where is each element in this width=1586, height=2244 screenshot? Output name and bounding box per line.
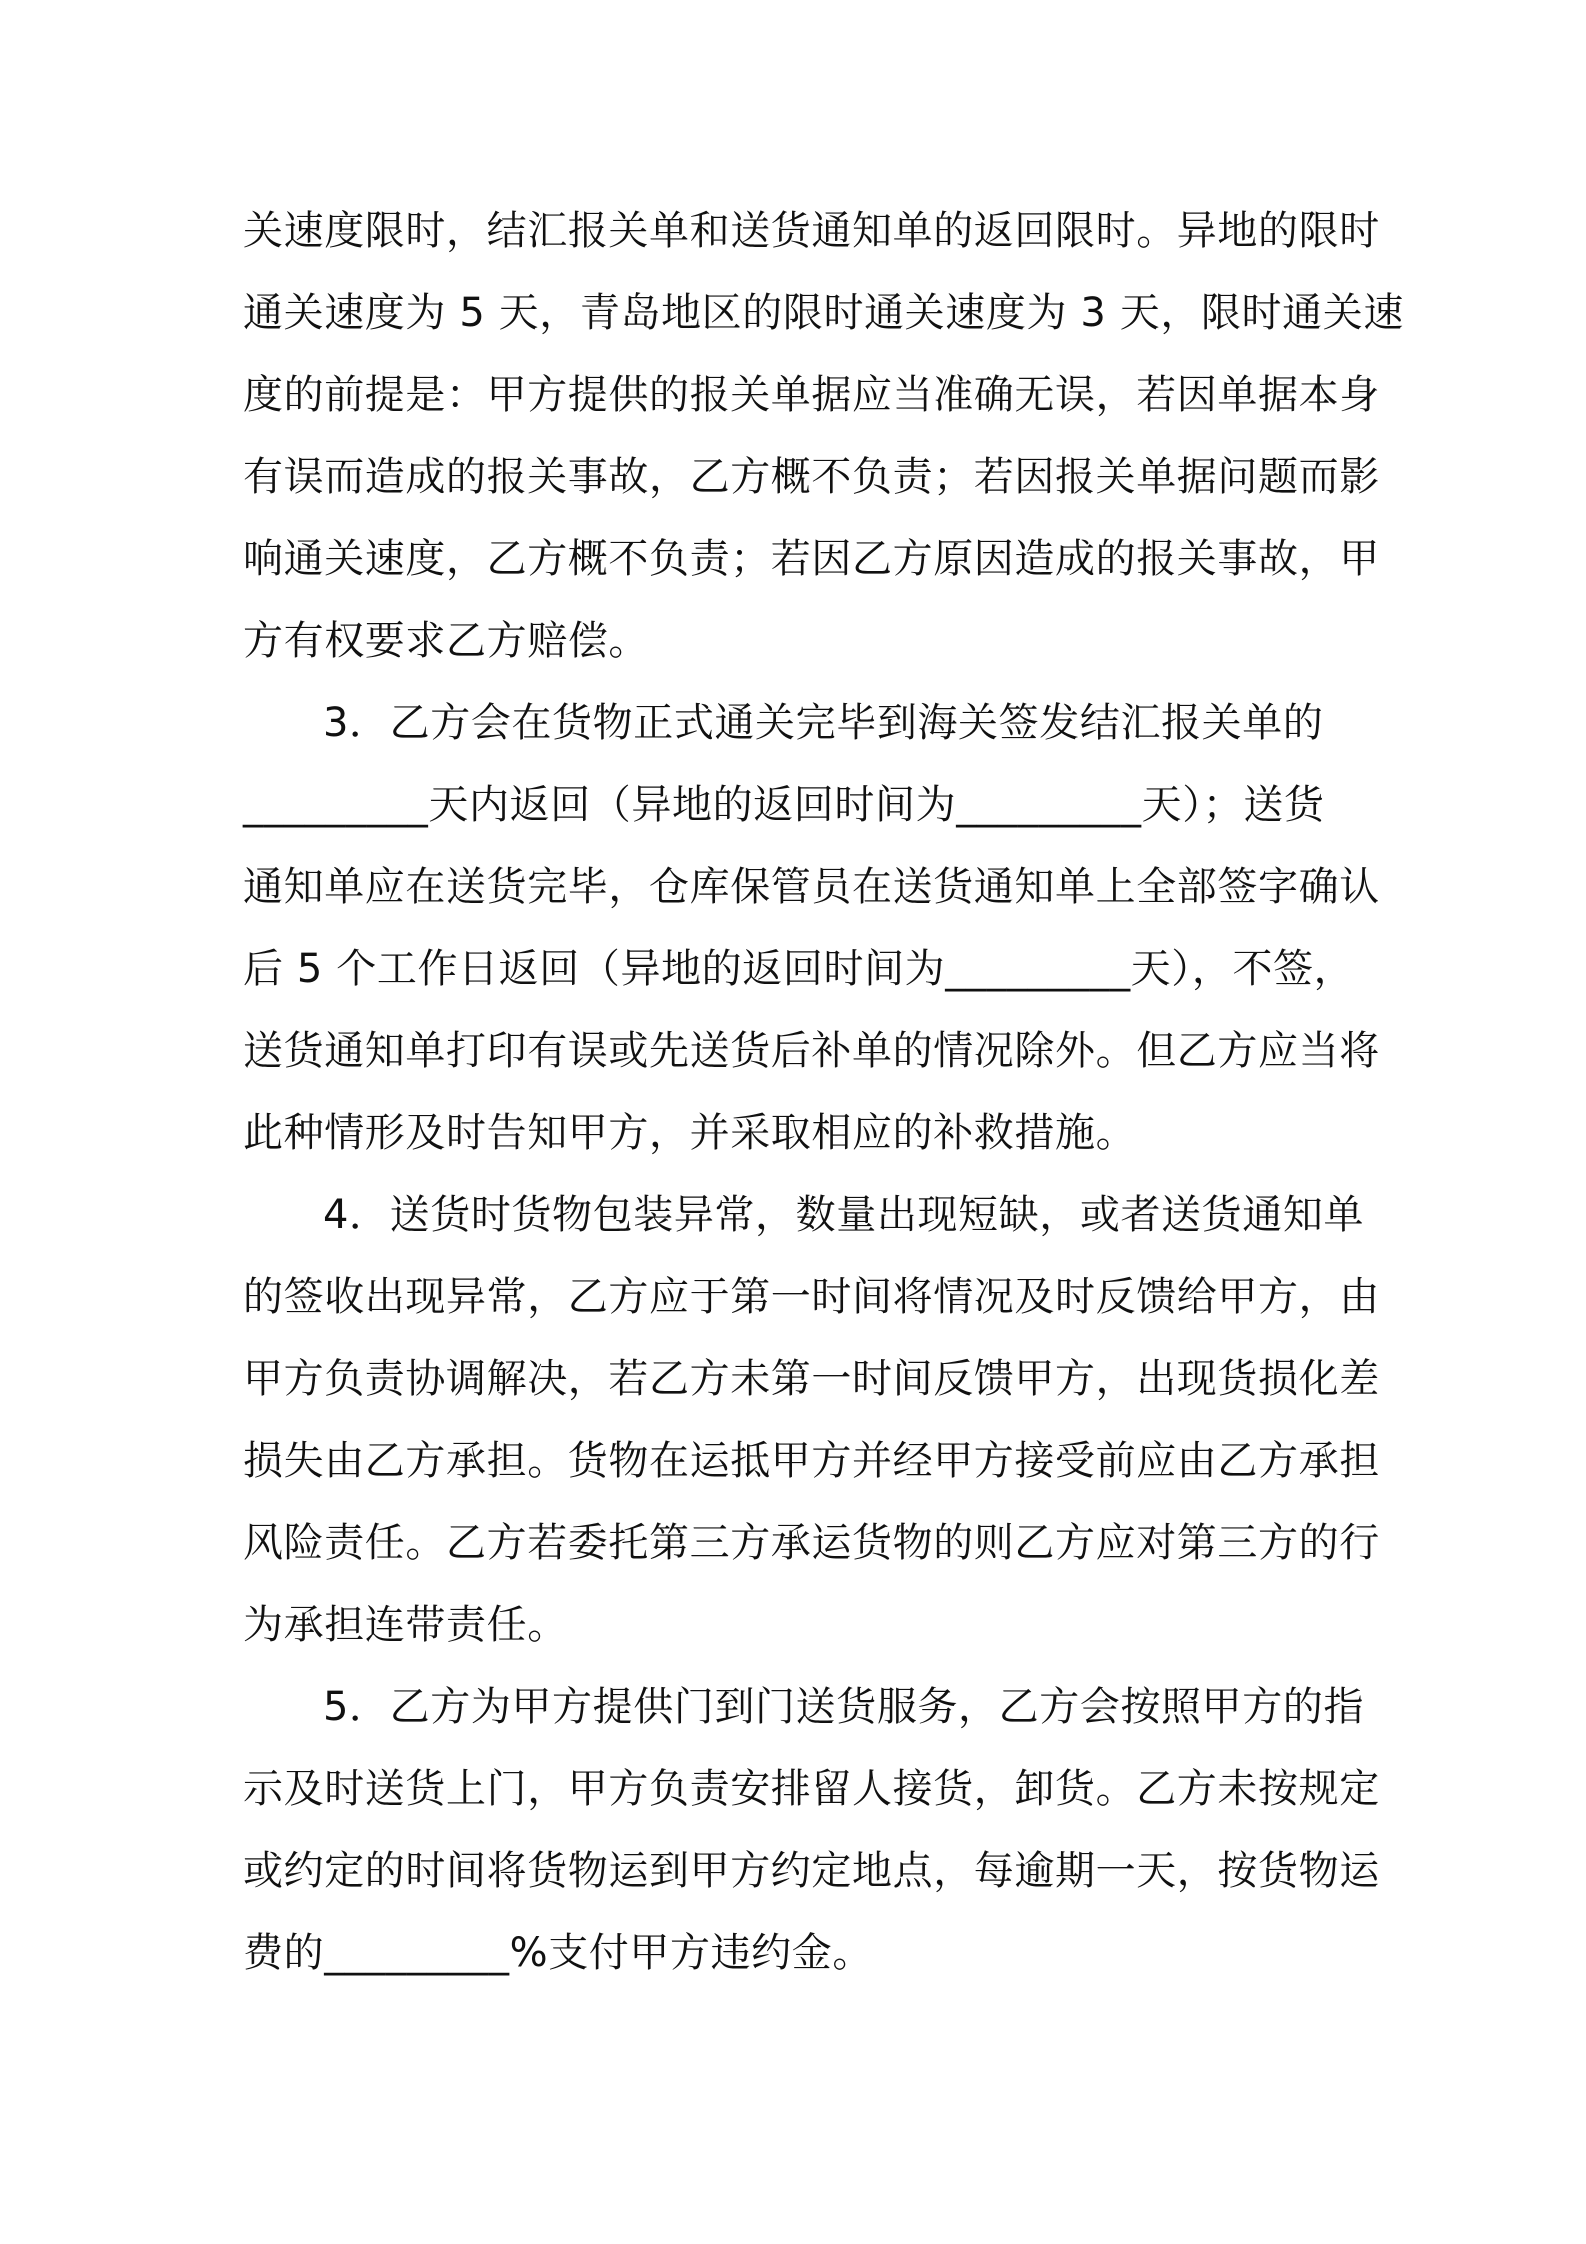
text-line: 甲方负责协调解决，若乙方未第一时间反馈甲方，出现货损化差 <box>243 1356 1380 1402</box>
text-line: 风险责任。乙方若委托第三方承运货物的则乙方应对第三方的行 <box>243 1520 1380 1566</box>
text-line: 5．乙方为甲方提供门到门送货服务，乙方会按照甲方的指 <box>323 1684 1365 1730</box>
text-line: 3．乙方会在货物正式通关完毕到海关签发结汇报关单的 <box>323 700 1324 746</box>
text-line: 关速度限时，结汇报关单和送货通知单的返回限时。异地的限时 <box>243 208 1380 254</box>
text-line: 的签收出现异常，乙方应于第一时间将情况及时反馈给甲方，由 <box>243 1274 1380 1320</box>
text-line: 送货通知单打印有误或先送货后补单的情况除外。但乙方应当将 <box>243 1028 1380 1074</box>
text-line: 通知单应在送货完毕，仓库保管员在送货通知单上全部签字确认 <box>243 864 1380 910</box>
text-line: 为承担连带责任。 <box>243 1602 568 1648</box>
paragraph-clause-3 <box>243 692 1380 1184</box>
text-line: 损失由乙方承担。货物在运抵甲方并经甲方接受前应由乙方承担 <box>243 1438 1380 1484</box>
text-line: 示及时送货上门，甲方负责安排留人接货，卸货。乙方未按规定 <box>243 1766 1380 1812</box>
text-line: 此种情形及时告知甲方，并采取相应的补救措施。 <box>243 1110 1137 1156</box>
text-line: 方有权要求乙方赔偿。 <box>243 618 649 664</box>
text-line: 4．送货时货物包装异常，数量出现短缺，或者送货通知单 <box>323 1192 1365 1238</box>
text-line: 后 5 个工作日返回（异地的返回时间为_________天），不签， <box>243 946 1355 992</box>
text-line: 响通关速度，乙方概不负责；若因乙方原因造成的报关事故，甲 <box>243 536 1380 582</box>
paragraph-clause-2-continued <box>243 200 1404 692</box>
text-line: _________天内返回（异地的返回时间为_________天）；送货 <box>243 782 1325 828</box>
text-line: 或约定的时间将货物运到甲方约定地点，每逾期一天，按货物运 <box>243 1848 1380 1894</box>
text-line: 通关速度为 5 天，青岛地区的限时通关速度为 3 天，限时通关速 <box>243 290 1404 336</box>
document-page <box>243 200 1404 2004</box>
paragraph-clause-5 <box>243 1676 1380 2004</box>
text-line: 度的前提是：甲方提供的报关单据应当准确无误，若因单据本身 <box>243 372 1380 418</box>
paragraph-clause-4 <box>243 1184 1380 1676</box>
text-line: 费的_________%支付甲方违约金。 <box>243 1930 874 1976</box>
text-line: 有误而造成的报关事故，乙方概不负责；若因报关单据问题而影 <box>243 454 1380 500</box>
